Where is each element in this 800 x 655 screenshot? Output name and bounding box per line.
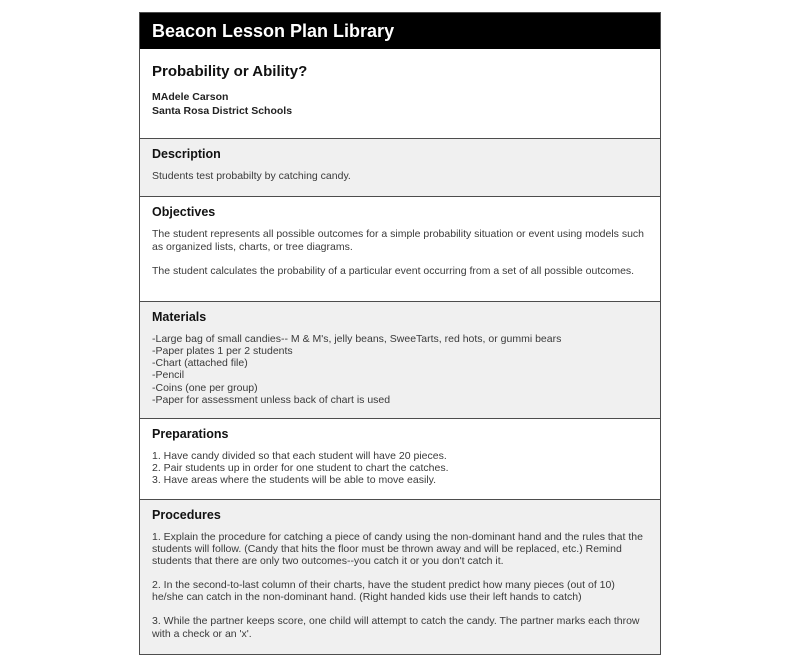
preparation-step: 2. Pair students up in order for one student to chart the catches. xyxy=(152,462,449,475)
section-preparations xyxy=(140,418,660,499)
lesson-author: MAdele Carson xyxy=(152,91,229,103)
site-title: Beacon Lesson Plan Library xyxy=(152,20,395,41)
section-objectives xyxy=(140,196,660,301)
procedure-step: 1. Explain the procedure for catching a piece of candy using the non-dominant hand and the rules that the students will follow. (Candy that hits the floor must be thrown away and will be replaced, etc.) Remind students that there are only two outcomes--you catch it or you don't catch it. xyxy=(152,530,643,567)
material-item: -Paper for assessment unless back of chart is used xyxy=(152,393,391,406)
section-description xyxy=(140,138,660,196)
header-bar xyxy=(140,13,660,49)
lesson-title: Probability or Ability? xyxy=(152,63,308,80)
section-heading-preparations: Preparations xyxy=(152,427,229,441)
section-heading-procedures: Procedures xyxy=(152,507,221,522)
lesson-plan-document xyxy=(139,12,661,655)
section-heading-objectives: Objectives xyxy=(152,205,216,220)
description-text: Students test probabilty by catching candy. xyxy=(152,170,351,183)
section-heading-materials: Materials xyxy=(152,309,207,324)
objective-paragraph: The student calculates the probability of a particular event occurring from a set of all possible outcomes. xyxy=(152,264,635,277)
title-section xyxy=(140,49,660,138)
author-block xyxy=(152,91,648,118)
objective-paragraph: The student represents all possible outcomes for a simple probability situation or event using models such as organized lists, charts, or tree diagrams. xyxy=(152,228,645,253)
material-item: -Paper plates 1 per 2 students xyxy=(152,345,293,358)
procedure-step: 2. In the second-to-last column of their charts, have the student predict how many pieces (out of 10) he/she can catch in the non-dominant hand. (Right handed kids use their left hands to catch) xyxy=(152,579,615,604)
material-item: -Pencil xyxy=(152,369,185,382)
preparation-step: 3. Have areas where the students will be able to move easily. xyxy=(152,474,437,487)
procedure-step: 3. While the partner keeps score, one child will attempt to catch the candy. The partner marks each throw with a check or an 'x'. xyxy=(152,615,640,640)
section-heading-description: Description xyxy=(152,147,221,162)
material-item: -Large bag of small candies-- M & M's, jelly beans, SweeTarts, red hots, or gummi bears xyxy=(152,332,562,345)
lesson-organization: Santa Rosa District Schools xyxy=(152,104,293,117)
section-materials xyxy=(140,301,660,418)
section-procedures xyxy=(140,499,660,654)
material-item: -Coins (one per group) xyxy=(152,381,258,394)
material-item: -Chart (attached file) xyxy=(152,357,248,370)
preparation-step: 1. Have candy divided so that each student will have 20 pieces. xyxy=(152,450,447,462)
